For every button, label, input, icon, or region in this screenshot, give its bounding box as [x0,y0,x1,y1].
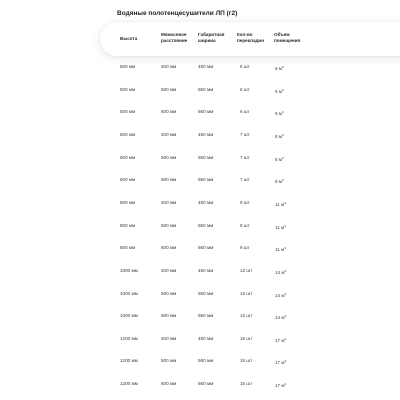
cell-width: 660 мм [198,245,214,251]
cell-spacing: 600 мм [161,313,177,319]
cell-height: 1200 мм [120,358,138,364]
cell-volume: 11 $м^3$ [275,200,286,207]
table-row [0,244,400,252]
cell-width: 460 мм [198,335,214,341]
cell-height: 600 мм [120,154,136,160]
cell-volume: 8 $м^3$ [275,132,284,139]
cell-spacing: 600 мм [161,109,177,115]
cell-volume: 11 $м^3$ [275,246,286,253]
table-row [0,154,400,162]
cell-bars: 6 шт [240,64,250,69]
cell-volume: 6 $м^3$ [275,110,284,117]
table-row [0,86,400,94]
table-row [0,312,400,320]
cell-spacing: 400 мм [161,131,177,137]
cell-width: 660 мм [198,381,214,387]
cell-spacing: 500 мм [161,290,177,296]
cell-spacing: 400 мм [161,335,177,341]
cell-spacing: 600 мм [161,381,177,387]
cell-bars: 7 шт [240,154,250,160]
cell-bars: 9 шт [240,222,250,228]
cell-width: 660 мм [198,109,214,115]
cell-spacing: 500 мм [161,222,177,228]
cell-bars: 9 шт [240,245,250,251]
table-row [0,63,400,71]
table-row [0,335,400,343]
cell-spacing: 500 мм [161,154,177,160]
cell-height: 1000 мм [120,290,138,296]
cell-height: 800 мм [120,199,136,205]
cell-height: 600 мм [120,131,136,137]
cell-spacing: 400 мм [161,199,177,205]
table-row [0,267,400,275]
cell-bars: 6 шт [240,109,250,115]
cell-bars: 15 шт [240,335,253,341]
cell-volume: 6 $м^3$ [275,87,284,94]
cell-volume: 17 $м^3$ [275,359,287,366]
cell-bars: 7 шт [240,177,250,183]
header-volume: Объем помещения [274,32,301,44]
cell-spacing: 600 мм [161,177,177,183]
cell-height: 800 мм [120,245,136,251]
header-width: Габаритная ширина [198,32,225,44]
cell-width: 560 мм [198,154,214,160]
cell-volume: 6 $м^3$ [275,65,284,71]
table-row [0,131,400,139]
cell-height: 500 мм [120,86,136,92]
cell-volume: 8 $м^3$ [275,155,284,162]
cell-volume: 14 $м^3$ [275,291,287,298]
cell-spacing: 400 мм [161,267,177,273]
cell-bars: 15 шт [240,358,253,364]
cell-width: 460 мм [198,199,214,205]
table-row [0,176,400,184]
cell-width: 560 мм [198,86,214,92]
header-spacing: Межосевое расстояние [161,32,188,44]
cell-bars: 12 шт [240,267,253,273]
table-title: Водяные полотенцесушители ЛП (г2) [117,10,238,17]
table-row [0,290,400,298]
cell-volume: 17 $м^3$ [275,382,287,389]
cell-bars: 12 шт [240,290,253,296]
cell-spacing: 400 мм [161,64,177,69]
cell-bars: 7 шт [240,131,250,137]
cell-bars: 15 шт [240,381,253,387]
cell-height: 600 мм [120,177,136,183]
cell-height: 500 мм [120,109,136,115]
cell-height: 1200 мм [120,335,138,341]
cell-height: 1200 мм [120,381,138,387]
cell-width: 460 мм [198,131,214,137]
cell-spacing: 600 мм [161,245,177,251]
table-row [0,222,400,230]
cell-height: 800 мм [120,222,136,228]
cell-height: 1000 мм [120,313,138,319]
cell-spacing: 500 мм [161,358,177,364]
cell-width: 460 мм [198,64,214,69]
cell-width: 560 мм [198,358,214,364]
cell-spacing: 500 мм [161,86,177,92]
cell-bars: 9 шт [240,199,250,205]
table-row [0,108,400,116]
cell-volume: 14 $м^3$ [275,268,287,275]
cell-height: 1000 мм [120,267,138,273]
table-row [0,357,400,365]
cell-volume: 8 $м^3$ [275,178,284,185]
table-row [0,380,400,388]
cell-width: 460 мм [198,267,214,273]
cell-bars: 6 шт [240,86,250,92]
cell-width: 560 мм [198,222,214,228]
cell-height: 500 мм [120,64,136,69]
cell-volume: 11 $м^3$ [275,223,286,230]
header-bars: Кол-во перекладин [237,32,265,44]
header-height: Высота [120,36,138,41]
cell-width: 660 мм [198,313,214,319]
cell-volume: 14 $м^3$ [275,314,287,321]
cell-volume: 17 $м^3$ [275,336,287,343]
cell-width: 660 мм [198,177,214,183]
cell-width: 560 мм [198,290,214,296]
table-row [0,199,400,207]
cell-bars: 12 шт [240,313,253,319]
